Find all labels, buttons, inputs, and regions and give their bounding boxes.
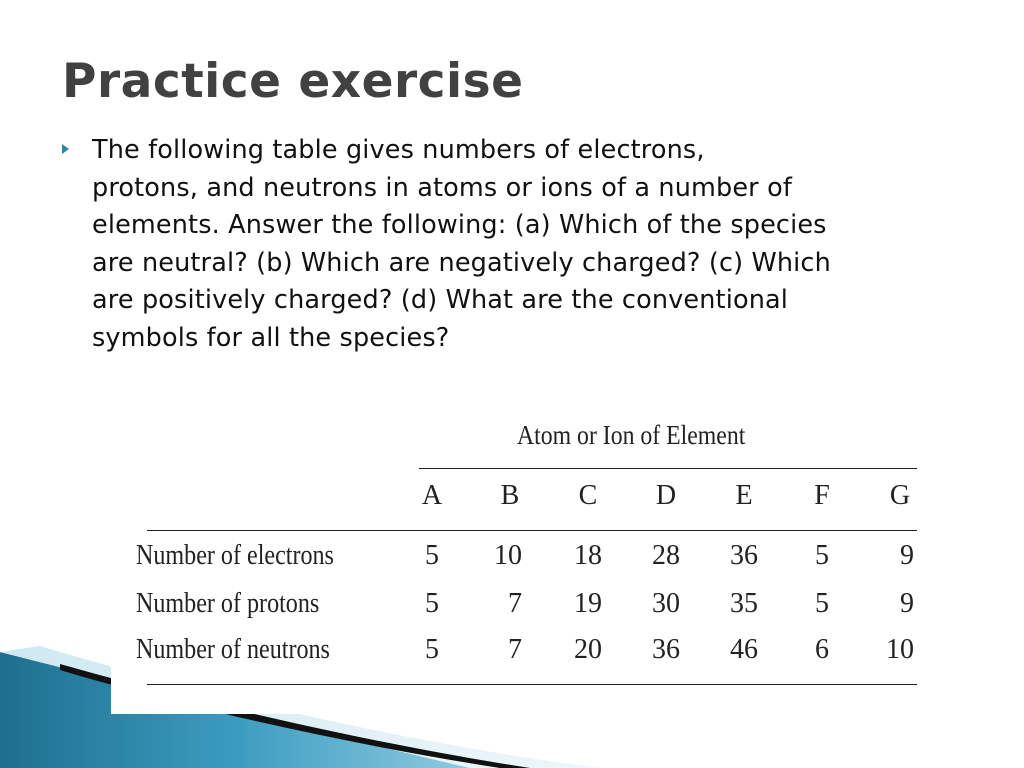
table-cell: 20 xyxy=(574,634,602,665)
table-cell: 5 xyxy=(425,588,439,619)
table-bottom-rule xyxy=(147,684,917,685)
bullet-text xyxy=(92,132,962,357)
column-header-b: B xyxy=(500,480,520,511)
table-cell: 19 xyxy=(574,588,602,619)
data-table xyxy=(132,412,922,697)
row-label-protons: Number of protons xyxy=(136,588,320,619)
table-cell: 36 xyxy=(730,540,758,571)
bullet-line: protons, and neutrons in atoms or ions of a number of xyxy=(92,172,792,203)
table-cell: 10 xyxy=(886,634,914,665)
table-cell: 5 xyxy=(425,540,439,571)
column-header-e: E xyxy=(735,480,753,511)
row-label-electrons: Number of electrons xyxy=(136,540,334,571)
bullet-line: The following table gives numbers of electrons, xyxy=(92,135,705,165)
table-cell: 6 xyxy=(815,634,829,665)
table-cell: 5 xyxy=(815,588,829,619)
table-cell: 5 xyxy=(425,634,439,665)
bullet-line: are positively charged? (d) What are the conventional xyxy=(92,285,789,315)
bullet-line: are neutral? (b) Which are negatively charged? (c) Which xyxy=(92,247,831,278)
column-header-rule xyxy=(147,530,917,531)
table-cell: 5 xyxy=(815,540,829,571)
column-header-d: D xyxy=(655,480,677,511)
table-cell: 7 xyxy=(508,634,522,665)
slide-title: Practice exercise xyxy=(62,54,524,109)
table-header: Atom or Ion of Element xyxy=(517,420,746,450)
table-cell: 9 xyxy=(900,588,914,619)
table-cell: 46 xyxy=(730,634,758,665)
bullet-line: symbols for all the species? xyxy=(92,322,450,353)
column-header-c: C xyxy=(578,480,598,511)
bullet-item xyxy=(62,132,962,357)
column-header-f: F xyxy=(814,480,830,511)
table-cell: 18 xyxy=(574,540,602,571)
table-cell: 35 xyxy=(730,588,758,619)
column-header-a: A xyxy=(421,480,443,511)
row-label-neutrons: Number of neutrons xyxy=(136,634,330,665)
table-cell: 7 xyxy=(508,588,522,619)
triangle-bullet-icon xyxy=(62,144,69,154)
table-cell: 10 xyxy=(494,540,522,571)
table-cell: 28 xyxy=(652,540,680,571)
header-rule xyxy=(419,468,917,469)
bullet-line: elements. Answer the following: (a) Which of the species xyxy=(92,210,827,240)
table-cell: 30 xyxy=(652,588,680,619)
table-cell: 36 xyxy=(652,634,680,665)
table-cell: 9 xyxy=(900,540,914,571)
column-header-g: G xyxy=(889,480,911,511)
